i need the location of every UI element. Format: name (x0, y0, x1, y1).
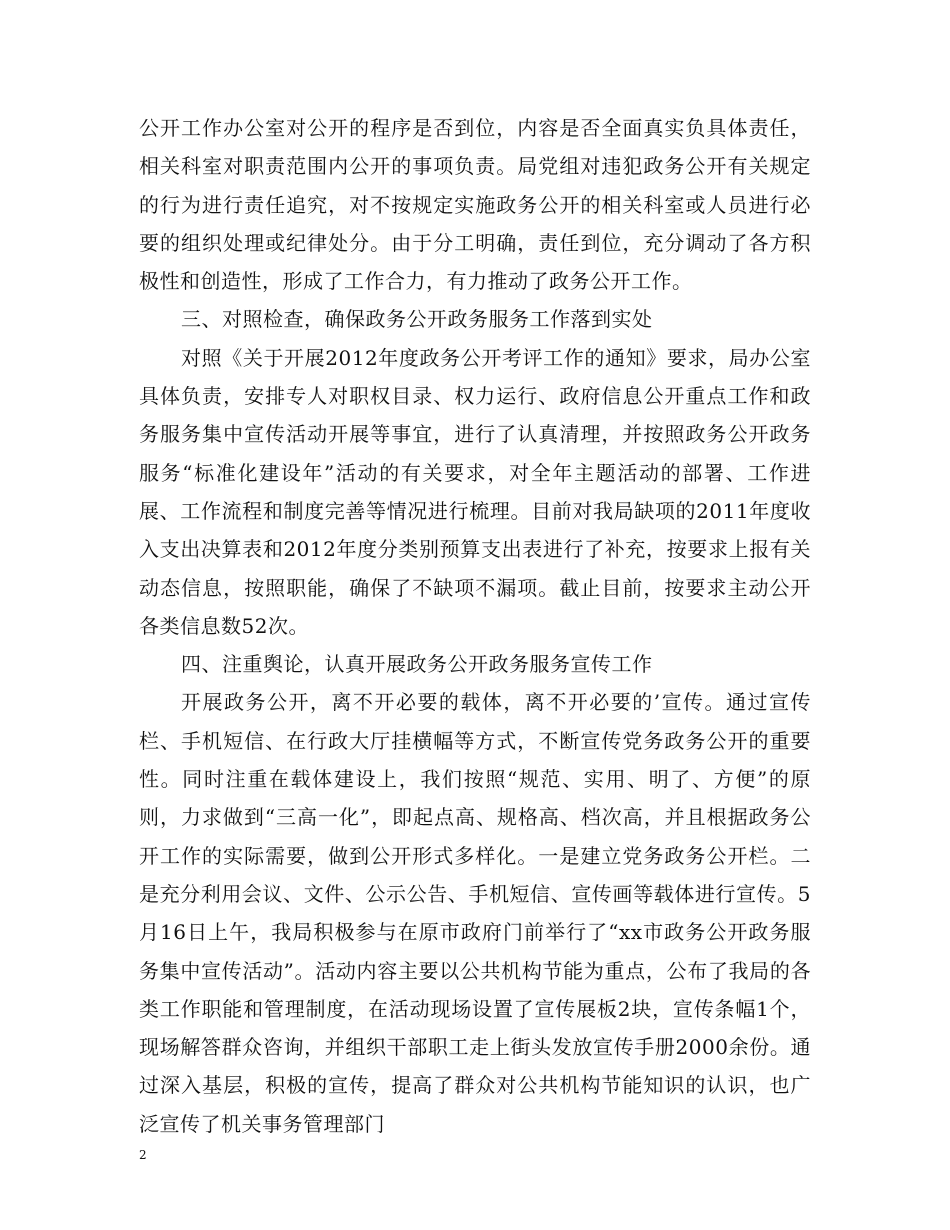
paragraph-continuation: 公开工作办公室对公开的程序是否到位，内容是否全面真实负具体责任，相关科室对职责范围内公开的事项负责。局党组对违犯政务公开有关规定的行为进行责任追究，对不按规定实施政务公开的相关科室或人员进行必要的组织处理或纪律处分。由于分工明确，责任到位，充分调动了各方积极性和创造性，形成了工作合力，有力推动了政务公开工作。 (139, 116, 811, 294)
section-heading-4: 四、注重舆论，认真开展政务公开政务服务宣传工作 (181, 652, 653, 677)
section-heading-3: 三、对照检查，确保政务公开政务服务工作落到实处 (181, 307, 653, 332)
page-number: 2 (139, 1148, 147, 1162)
paragraph: 开展政务公开，离不开必要的载体，离不开必要的’宣传。通过宣传栏、手机短信、在行政大厅挂横幅等方式，不断宣传党务政务公开的重要性。同时注重在载体建设上，我们按照“规范、实用、明了、方便”的原则，力求做到“三高一化”，即起点高、规格高、档次高，并且根据政务公开工作的实际需要，做到公开形式多样化。一是建立党务政务公开栏。二是充分利用会议、文件、公示公告、手机短信、宣传画等载体进行宣传。5月16日上午，我局积极参与在原市政府门前举行了“xx市政务公开政务服务集中宣传活动”。活动内容主要以公共机构节能为重点，公布了我局的各类工作职能和管理制度，在活动现场设置了宣传展板2块，宣传条幅1个，现场解答群众咨询，并组织干部职工走上街头发放宣传手册2000余份。通过深入基层，积极的宣传，提高了群众对公共机构节能知识的认识，也广泛宣传了机关事务管理部门 (139, 690, 811, 1136)
document-body (139, 109, 811, 1143)
paragraph: 对照《关于开展2012年度政务公开考评工作的通知》要求，局办公室具体负责，安排专人对职权目录、权力运行、政府信息公开重点工作和政务服务集中宣传活动开展等事宜，进行了认真清理，并按照政务公开政务服务“标准化建设年”活动的有关要求，对全年主题活动的部署、工作进展、工作流程和制度完善等情况进行梳理。目前对我局缺项的2011年度收入支出决算表和2012年度分类别预算支出表进行了补充，按要求上报有关动态信息，按照职能，确保了不缺项不漏项。截止目前，按要求主动公开各类信息数52次。 (139, 345, 811, 638)
